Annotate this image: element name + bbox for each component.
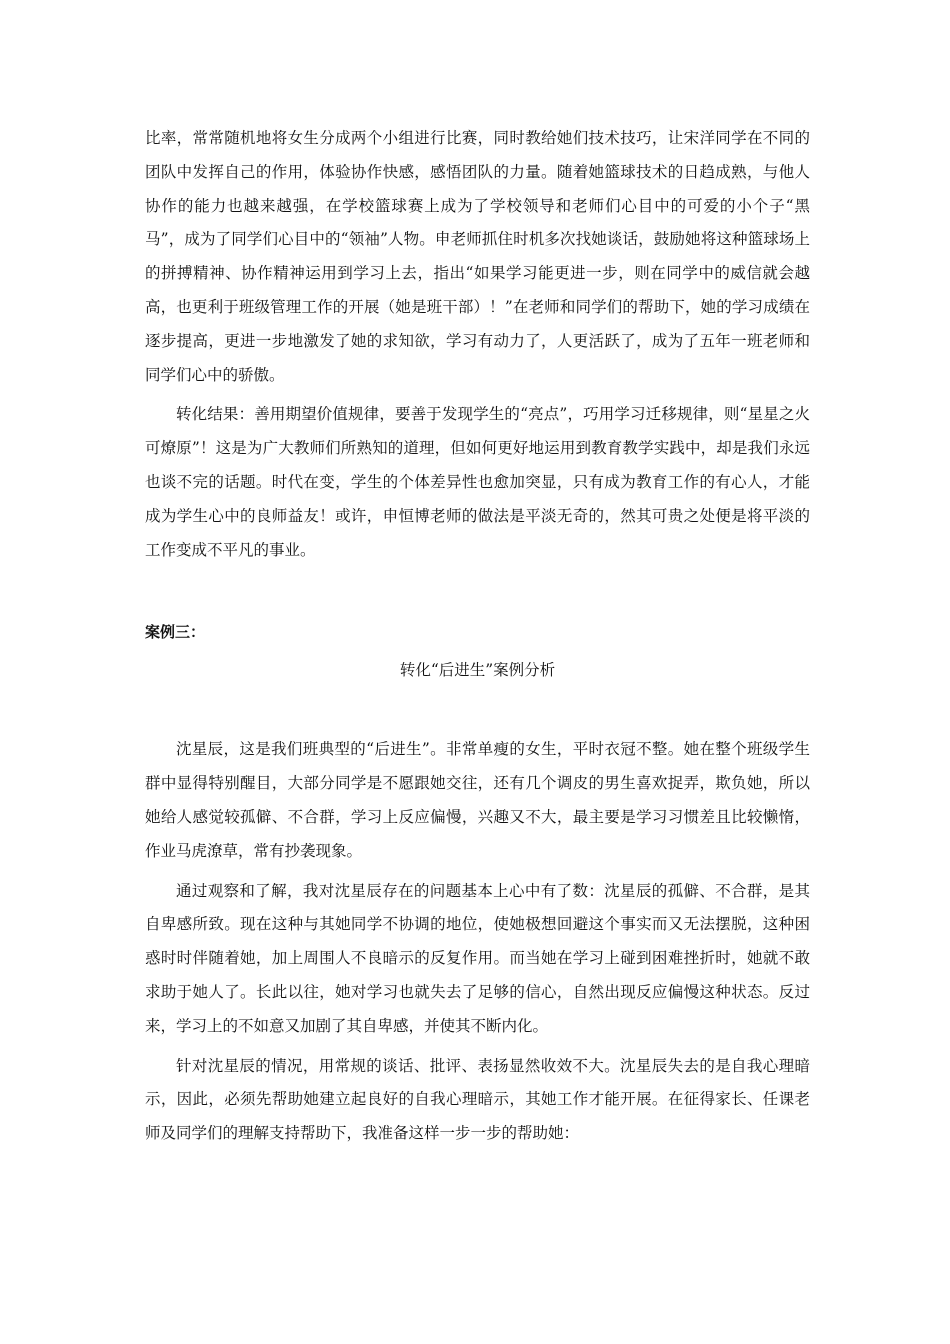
paragraph-result: 转化结果：善用期望价值规律，要善于发现学生的“亮点”，巧用学习迁移规律，则“星星之火可燎原”！这是为广大教师们所熟知的道理，但如何更好地运用到教育教学实践中，却是我们永远也谈不完的话题。时代在变，学生的个体差异性也愈加突显，只有成为教育工作的有心人，才能成为学生心中的良师益友！或许，申恒博老师的做法是平淡无奇的，然其可贵之处便是将平淡的工作变成不平凡的事业。 (145, 405, 810, 559)
paragraph-analysis: 通过观察和了解，我对沈星辰存在的问题基本上心中有了数：沈星辰的孤僻、不合群，是其自卑感所致。现在这种与其她同学不协调的地位，使她极想回避这个事实而又无法摆脱，这种困惑时时伴随着她，加上周围人不良暗示的反复作用。而当她在学习上碰到困难挫折时，她就不敢求助于她人了。长此以往，她对学习也就失去了足够的信心，自然出现反应偏慢这种状态。反过来，学习上的不如意又加剧了其自卑感，并使其不断内化。 (145, 881, 810, 1035)
paragraph-continued: 比率，常常随机地将女生分成两个小组进行比赛，同时教给她们技术技巧，让宋洋同学在不同的团队中发挥自己的作用，体验协作快感，感悟团队的力量。随着她篮球技术的日趋成熟，与他人协作的能力也越来越强，在学校篮球赛上成为了学校领导和老师们心目中的可爱的小个子“黑马”，成为了同学们心目中的“领袖”人物。申老师抓住时机多次找她谈话，鼓励她将这种篮球场上的拼搏精神、协作精神运用到学习上去，指出“如果学习能更进一步，则在同学中的威信就会越高，也更利于班级管理工作的开展（她是班干部）！”在老师和同学们的帮助下，她的学习成绩在逐步提高，更进一步地激发了她的求知欲，学习有动力了，人更活跃了，成为了五年一班老师和同学们心中的骄傲。 (145, 129, 810, 384)
document-body (145, 122, 810, 1151)
case-title: 转化“后进生”案例分析 (399, 661, 556, 680)
paragraph-intro: 沈星辰，这是我们班典型的“后进生”。非常单瘦的女生，平时衣冠不整。她在整个班级学生群中显得特别醒目，大部分同学是不愿跟她交往，还有几个调皮的男生喜欢捉弄，欺负她，所以她给人感觉较孤僻、不合群，学习上反应偏慢，兴趣又不大，最主要是学习习惯差且比较懒惰，作业马虎潦草，常有抄袭现象。 (145, 740, 810, 860)
paragraph-plan: 针对沈星辰的情况，用常规的谈话、批评、表扬显然收效不大。沈星辰失去的是自我心理暗示，因此，必须先帮助她建立起良好的自我心理暗示，其她工作才能开展。在征得家长、任课老师及同学们的理解支持帮助下，我准备这样一步一步的帮助她： (145, 1056, 810, 1143)
case-heading: 案例三： (145, 623, 206, 642)
